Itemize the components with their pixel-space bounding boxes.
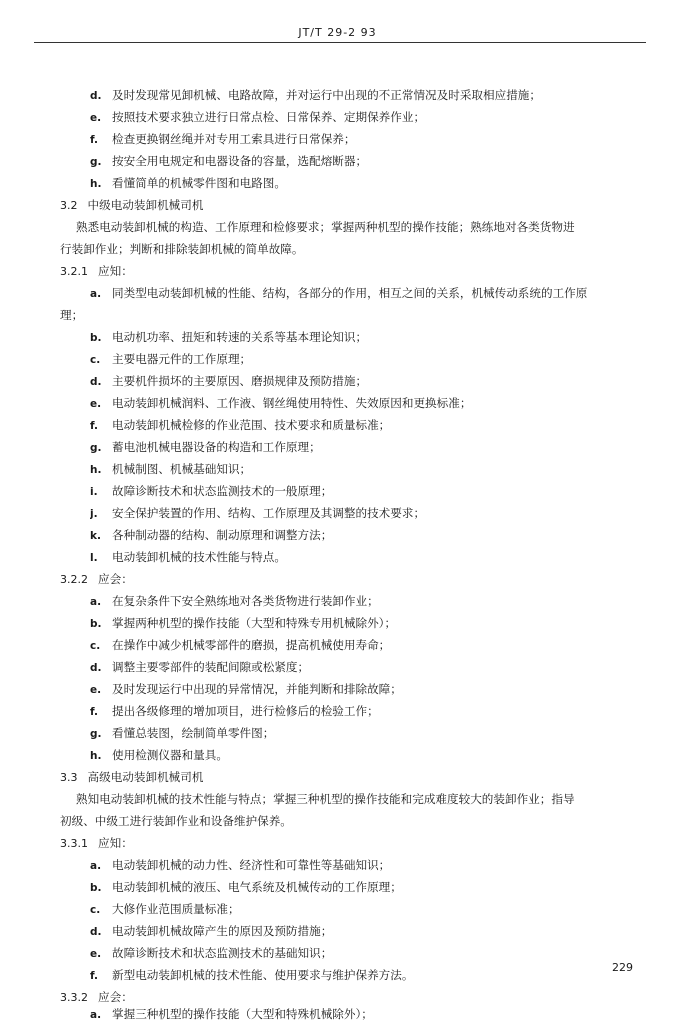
item-mark: e. xyxy=(90,948,102,960)
item-mark: f. xyxy=(90,420,98,432)
list-item xyxy=(90,878,402,897)
item-text: 使用检测仪器和量具。 xyxy=(112,748,228,762)
item-text: 电动装卸机械故障产生的原因及预防措施； xyxy=(112,924,333,938)
list-item xyxy=(90,1005,373,1024)
item-mark: l. xyxy=(90,552,98,564)
list-item xyxy=(90,438,321,457)
list-item xyxy=(90,394,471,413)
item-mark: e. xyxy=(90,112,102,124)
paragraph-line: 行装卸作业；判断和排除装卸机械的简单故障。 xyxy=(60,242,304,256)
section-title: 高级电动装卸机械司机 xyxy=(87,770,204,784)
page-header: JT/T 29-2 93 xyxy=(298,26,377,39)
item-mark: h. xyxy=(90,464,102,476)
paragraph-line: 熟悉电动装卸机械的构造、工作原理和检修要求；掌握两种机型的操作技能；熟练地对各类货物进 xyxy=(76,220,575,234)
item-mark: b. xyxy=(90,332,102,344)
item-mark: d. xyxy=(90,376,102,388)
list-item xyxy=(90,614,396,633)
list-item xyxy=(90,350,251,369)
item-mark: c. xyxy=(90,640,101,652)
item-mark: h. xyxy=(90,178,102,190)
subsection-title: 应知： xyxy=(98,264,133,278)
item-text: 机械制图、机械基础知识； xyxy=(112,462,252,476)
list-item xyxy=(90,944,332,963)
item-text: 看懂总装图，绘制简单零件图； xyxy=(112,726,275,740)
item-mark: a. xyxy=(90,860,102,872)
item-text: 电动装卸机械的技术性能与特点。 xyxy=(112,550,286,564)
subsection-number: 3.2.1 xyxy=(60,265,88,278)
item-mark: g. xyxy=(90,728,102,740)
item-text: 安全保护装置的作用、结构、工作原理及其调整的技术要求； xyxy=(112,506,426,520)
item-mark: a. xyxy=(90,596,102,608)
item-text: 蓄电池机械电器设备的构造和工作原理； xyxy=(112,440,321,454)
list-item xyxy=(90,658,309,677)
item-mark: d. xyxy=(90,90,102,102)
list-item xyxy=(90,504,425,523)
item-text: 电动装卸机械润料、工作液、钢丝绳使用特性、失效原因和更换标准； xyxy=(112,396,472,410)
item-text: 看懂简单的机械零件图和电路图。 xyxy=(112,176,286,190)
subsection-title: 应会： xyxy=(98,572,133,586)
page-number: 229 xyxy=(612,961,633,974)
subsection-title: 应知： xyxy=(98,836,133,850)
item-text: 电动装卸机械的动力性、经济性和可靠性等基础知识； xyxy=(112,858,391,872)
subsection-number: 3.2.2 xyxy=(60,573,88,586)
item-text: 主要机件损坏的主要原因、磨损规律及预防措施； xyxy=(112,374,368,388)
list-item xyxy=(90,680,402,699)
paragraph-line: 熟知电动装卸机械的技术性能与特点；掌握三种机型的操作技能和完成难度较大的装卸作业；指导 xyxy=(76,792,575,806)
list-item xyxy=(90,724,274,743)
item-text: 同类型电动装卸机械的性能、结构，各部分的作用，相互之间的关系，机械传动系统的工作原 xyxy=(112,286,588,300)
item-text: 及时发现常见卸机械、电路故障，并对运行中出现的不正常情况及时采取相应措施； xyxy=(112,88,541,102)
list-item xyxy=(90,108,425,127)
list-item xyxy=(90,372,367,391)
section-number: 3.2 xyxy=(60,199,78,212)
item-mark: c. xyxy=(90,354,101,366)
item-text: 在操作中减少机械零部件的磨损，提高机械使用寿命； xyxy=(112,638,391,652)
section-heading xyxy=(60,196,203,215)
item-mark: j. xyxy=(90,508,98,520)
item-text: 各种制动器的结构、制动原理和调整方法； xyxy=(112,528,333,542)
item-text: 及时发现运行中出现的异常情况，并能判断和排除故障； xyxy=(112,682,402,696)
section-number: 3.3 xyxy=(60,771,78,784)
item-text: 电动装卸机械的液压、电气系统及机械传动的工作原理； xyxy=(112,880,402,894)
subsection-title: 应会： xyxy=(98,990,133,1004)
item-mark: f. xyxy=(90,706,98,718)
list-item xyxy=(90,526,332,545)
list-item xyxy=(90,130,355,149)
list-item xyxy=(90,592,379,611)
list-item xyxy=(90,856,390,875)
subsection-heading xyxy=(60,570,133,589)
item-text: 故障诊断技术和状态监测技术的一般原理； xyxy=(112,484,333,498)
item-text: 调整主要零部件的装配间隙或松紧度； xyxy=(112,660,310,674)
subsection-number: 3.3.1 xyxy=(60,837,88,850)
item-mark: e. xyxy=(90,398,102,410)
item-mark: g. xyxy=(90,442,102,454)
list-item xyxy=(90,900,240,919)
item-mark: b. xyxy=(90,882,102,894)
item-text: 电动装卸机械检修的作业范围、技术要求和质量标准； xyxy=(112,418,391,432)
item-mark: d. xyxy=(90,926,102,938)
item-text: 在复杂条件下安全熟练地对各类货物进行装卸作业； xyxy=(112,594,379,608)
subsection-number: 3.3.2 xyxy=(60,991,88,1004)
item-mark: f. xyxy=(90,970,98,982)
item-mark: a. xyxy=(90,1009,102,1021)
subsection-heading xyxy=(60,262,133,281)
list-item xyxy=(90,174,286,193)
section-title: 中级电动装卸机械司机 xyxy=(87,198,204,212)
list-item xyxy=(90,702,379,721)
item-mark: b. xyxy=(90,618,102,630)
item-mark: f. xyxy=(90,134,98,146)
item-text: 主要电器元件的工作原理； xyxy=(112,352,252,366)
subsection-heading xyxy=(60,834,133,853)
list-item xyxy=(90,328,367,347)
item-text: 掌握两种机型的操作技能（大型和特殊专用机械除外）； xyxy=(112,616,397,630)
list-item xyxy=(90,746,228,765)
item-mark: d. xyxy=(90,662,102,674)
item-text: 新型电动装卸机械的技术性能、使用要求与维护保养方法。 xyxy=(112,968,414,982)
item-mark: h. xyxy=(90,750,102,762)
paragraph-line: 初级、中级工进行装卸作业和设备维护保养。 xyxy=(60,814,292,828)
list-item xyxy=(90,460,251,479)
item-mark: a. xyxy=(90,288,102,300)
list-item xyxy=(90,284,587,303)
item-mark: c. xyxy=(90,904,101,916)
item-text: 提出各级修理的增加项目，进行检修后的检验工作； xyxy=(112,704,379,718)
item-text: 电动机功率、扭矩和转速的关系等基本理论知识； xyxy=(112,330,368,344)
item-mark: i. xyxy=(90,486,98,498)
list-item xyxy=(90,482,332,501)
list-item xyxy=(90,152,367,171)
section-heading xyxy=(60,768,203,787)
item-text: 按安全用电规定和电器设备的容量，选配熔断器； xyxy=(112,154,368,168)
item-mark: e. xyxy=(90,684,102,696)
item-text: 故障诊断技术和状态监测技术的基础知识； xyxy=(112,946,333,960)
item-text: 掌握三种机型的操作技能（大型和特殊机械除外）； xyxy=(112,1007,373,1021)
list-item xyxy=(90,548,286,567)
item-mark: g. xyxy=(90,156,102,168)
item-text: 按照技术要求独立进行日常点检、日常保养、定期保养作业； xyxy=(112,110,426,124)
list-item xyxy=(90,922,332,941)
list-item xyxy=(90,416,390,435)
list-item xyxy=(90,636,390,655)
item-mark: k. xyxy=(90,530,101,542)
item-continuation: 理； xyxy=(60,308,84,322)
list-item xyxy=(90,966,413,985)
list-item xyxy=(90,86,541,105)
item-text: 检查更换钢丝绳并对专用工索具进行日常保养； xyxy=(112,132,356,146)
header-rule xyxy=(34,42,646,43)
item-text: 大修作业范围质量标准； xyxy=(112,902,240,916)
